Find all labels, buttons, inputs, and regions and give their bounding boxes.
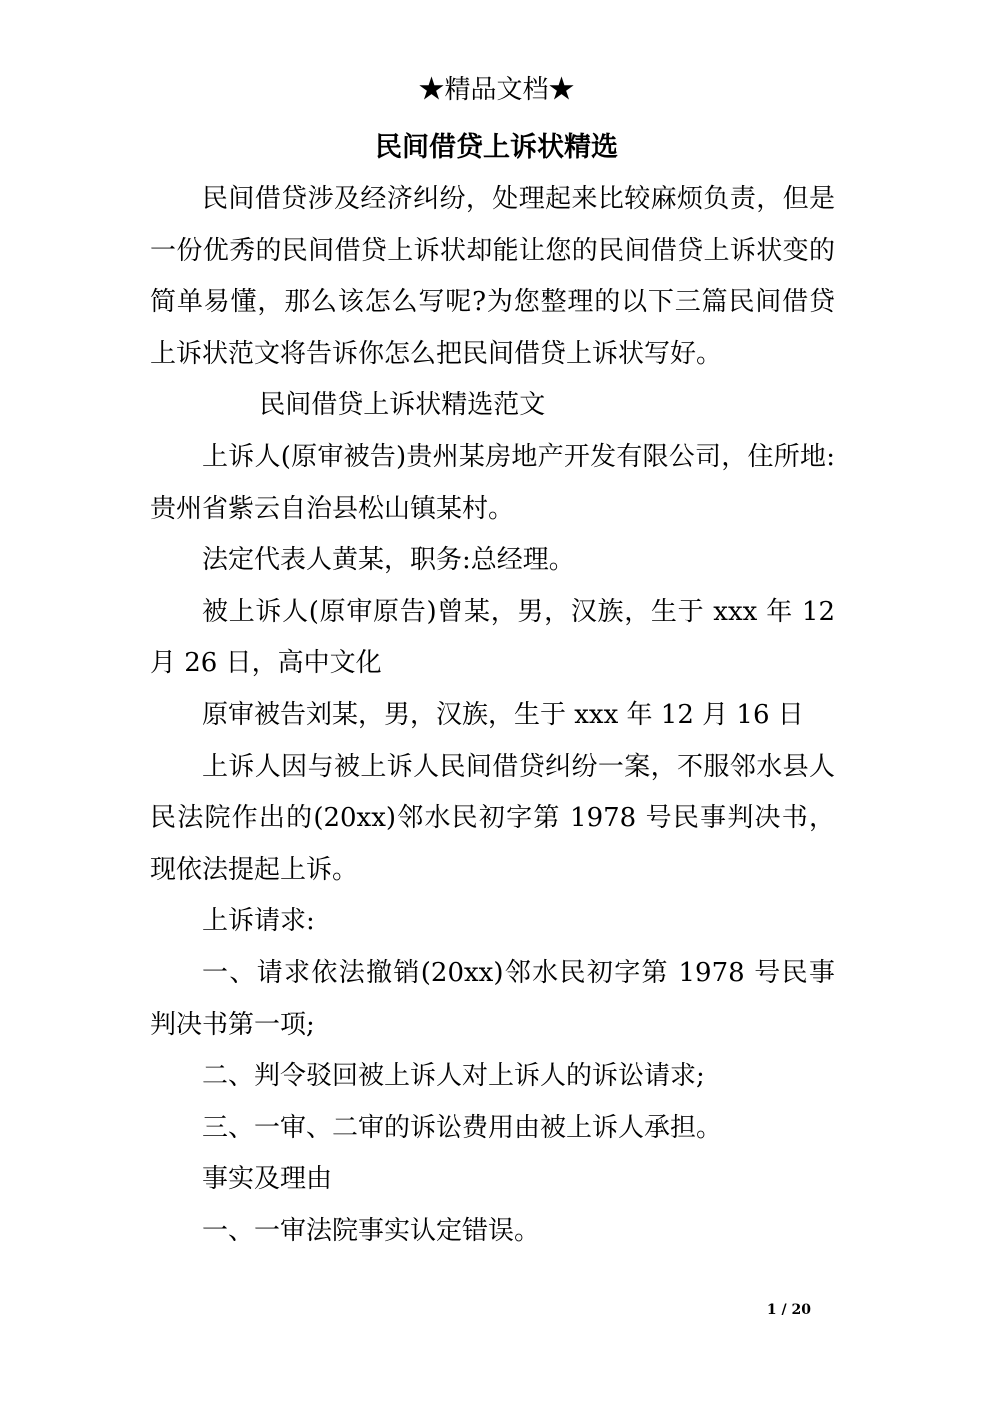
fact-item-1: 一、一审法院事实认定错误。	[202, 1215, 541, 1246]
request-item-3: 三、一审、二审的诉讼费用由被上诉人承担。	[202, 1112, 723, 1143]
document-body	[150, 174, 835, 1257]
appellee-paragraph: 被上诉人(原审原告)曾某，男，汉族，生于 xxx 年 12 月 26 日，高中文化	[150, 596, 835, 679]
appellant-paragraph: 上诉人(原审被告)贵州某房地产开发有限公司，住所地:贵州省紫云自治县松山镇某村。	[150, 441, 835, 524]
page-number: 1 / 20	[766, 1302, 811, 1318]
facts-heading: 事实及理由	[202, 1164, 333, 1195]
intro-paragraph: 民间借贷涉及经济纠纷，处理起来比较麻烦负责，但是一份优秀的民间借贷上诉状却能让您的民间借贷上诉状变的简单易懂，那么该怎么写呢?为您整理的以下三篇民间借贷上诉状范文将告诉你怎么把民间借贷上诉状写好。	[150, 184, 835, 369]
section-subtitle: 民间借贷上诉状精选范文	[259, 390, 546, 421]
legal-representative-paragraph: 法定代表人黄某，职务:总经理。	[202, 545, 575, 576]
appeal-requests-heading: 上诉请求:	[202, 906, 315, 937]
original-defendant-paragraph: 原审被告刘某，男，汉族，生于 xxx 年 12 月 16 日	[202, 699, 804, 730]
request-item-1: 一、请求依法撤销(20xx)邻水民初字第 1978 号民事判决书第一项;	[150, 957, 835, 1040]
document-title: 民间借贷上诉状精选	[375, 132, 618, 163]
appeal-reason-paragraph: 上诉人因与被上诉人民间借贷纠纷一案，不服邻水县人民法院作出的(20xx)邻水民初字第 1978 号民事判决书，现依法提起上诉。	[150, 751, 835, 885]
request-item-2: 二、判令驳回被上诉人对上诉人的诉讼请求;	[202, 1061, 705, 1092]
document-header: ★精品文档★	[418, 75, 575, 105]
